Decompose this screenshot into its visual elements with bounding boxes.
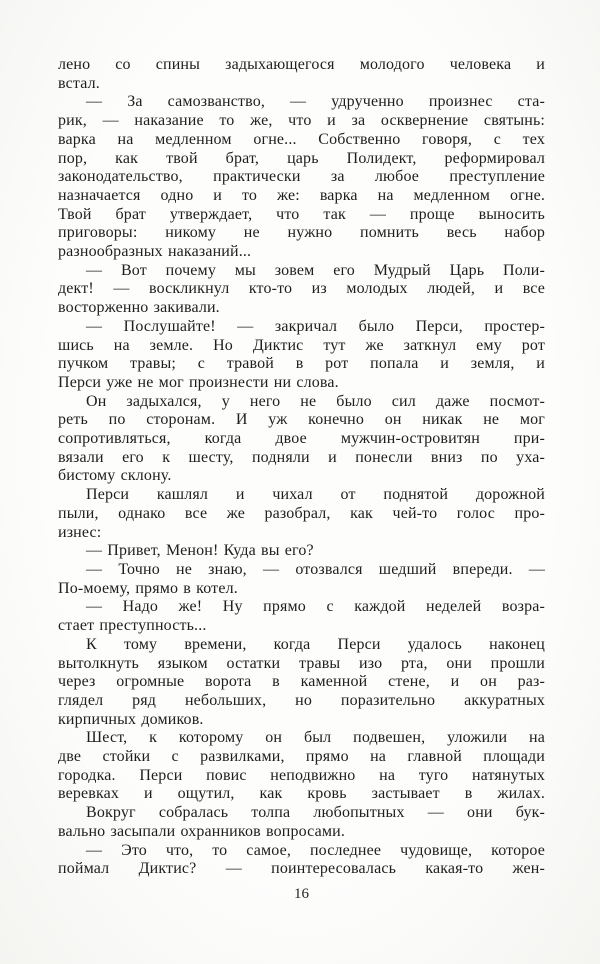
text-line: вально засыпали охранников вопросами.: [58, 822, 346, 840]
text-line: Он задыхался, у него не было сил даже посмот-: [86, 392, 545, 410]
text-line: дект! — воскликнул кто-то из молодых людей, и все: [58, 280, 545, 298]
text-line: изнес:: [58, 523, 102, 541]
text-line: Перси уже не мог произнести ни слова.: [58, 373, 339, 391]
text-line: законодательство, практически за любое преступление: [58, 168, 545, 186]
text-line: веревках и ощутил, как кровь застывает в жилах.: [58, 785, 545, 803]
text-line: рик, — наказание то же, что и за осквернение святынь:: [58, 112, 545, 130]
text-line: через огромные ворота в каменной стене, и он раз-: [58, 673, 545, 691]
text-line: Шест, к которому он был подвешен, уложили на: [86, 729, 545, 747]
text-line: пор, как твой брат, царь Полидект, реформировал: [58, 149, 545, 167]
text-line: — Точно не знаю, — отозвался шедший впереди. —: [86, 560, 545, 578]
text-line: городка. Перси повис неподвижно на туго натянутых: [58, 766, 545, 784]
text-line: К тому времени, когда Перси удалось наконец: [86, 635, 545, 653]
text-line: восторженно закивали.: [58, 299, 220, 317]
text-line: По-моему, прямо в котел.: [58, 579, 238, 597]
text-line: бистому склону.: [58, 467, 172, 485]
text-line: — Надо же! Ну прямо с каждой неделей возра-: [86, 598, 545, 616]
text-line: — Привет, Менон! Куда вы его?: [86, 542, 314, 560]
text-line: Твой брат утверждает, что так — проще выносить: [58, 205, 545, 223]
page-text: [58, 56, 545, 879]
text-line: пучком травы; с травой в рот попала и земля, и: [58, 355, 545, 373]
text-line: сопротивляться, когда двое мужчин-островитян при-: [58, 430, 545, 448]
page-number: 16: [294, 886, 309, 902]
text-line: Вокруг собралась толпа любопытных — они бук-: [86, 804, 545, 822]
text-line: стает преступность...: [58, 617, 207, 635]
text-line: разнообразных наказаний...: [58, 243, 252, 261]
text-line: лено со спины задыхающегося молодого человека и: [58, 56, 545, 73]
text-line: — За самозванство, — удрученно произнес ста-: [86, 93, 545, 111]
text-line: пыли, однако все же разобрал, как чей-то голос про-: [58, 504, 545, 522]
text-line: Перси кашлял и чихал от поднятой дорожной: [86, 486, 545, 504]
text-line: приговоры: никому не нужно помнить весь набор: [58, 224, 545, 242]
text-line: вязали его к шесту, подняли и понесли вниз по уха-: [58, 448, 545, 466]
text-line: встал.: [58, 74, 100, 92]
text-line: назначается одно и то же: варка на медленном огне.: [58, 186, 545, 204]
text-line: вытолкнуть языком остатки травы изо рта, они прошли: [58, 654, 545, 672]
text-line: две стойки с развилками, прямо на главной площади: [58, 748, 545, 766]
text-line: — Это что, то самое, последнее чудовище, которое: [86, 841, 545, 859]
text-line: — Вот почему мы зовем его Мудрый Царь Поли-: [86, 261, 545, 279]
text-line: варка на медленном огне... Собственно говоря, с тех: [58, 130, 545, 148]
text-line: реть по сторонам. И уж конечно он никак не мог: [58, 411, 545, 429]
text-line: кирпичных домиков.: [58, 710, 204, 728]
text-line: глядел ряд небольших, но поразительно аккуратных: [58, 691, 545, 709]
text-line: поймал Диктис? — поинтересовалась какая-то жен-: [58, 860, 545, 878]
text-line: шись на земле. Но Диктис тут же заткнул ему рот: [58, 336, 545, 354]
text-line: — Послушайте! — закричал было Перси, простер-: [86, 317, 545, 335]
